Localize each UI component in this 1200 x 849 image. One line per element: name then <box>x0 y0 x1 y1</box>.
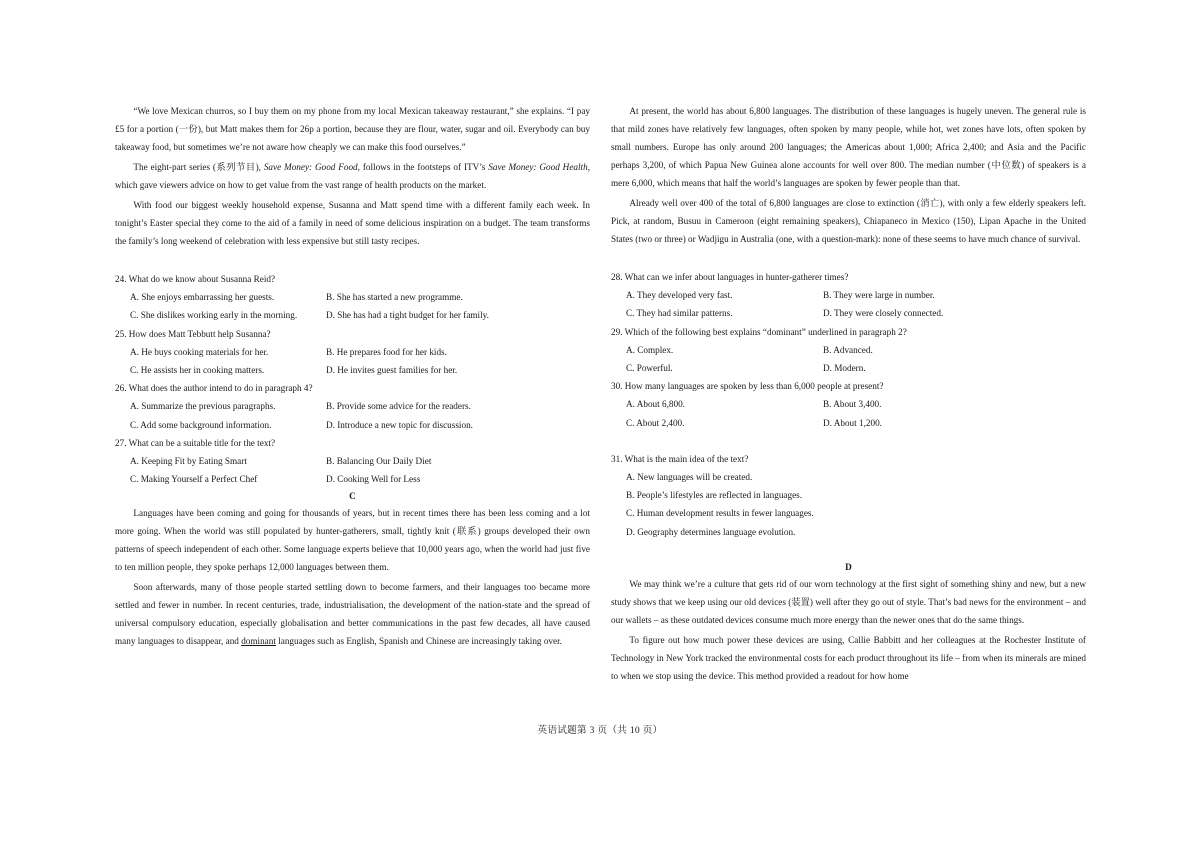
passage-b-paragraph-3: “We love Mexican churros, so I buy them on my phone from my local Mexican takeaway restaurant,” she explains. “I pay £5 for a portion (一份), but Matt makes them for 26p a portion, because they are flour, water, sugar and oil. Everybody can buy takeaway food, but sometimes we’re not aware how cheaply we can make this food ourselves.” <box>115 106 590 152</box>
text-run: The eight-part series (系列节目), <box>133 162 264 172</box>
passage-b-paragraph-5: With food our biggest weekly household expense, Susanna and Matt spend time with a different family each week. In tonight’s Easter special they come to the aid of a family in need of some delicious inspiration on a budget. The team transforms the family’s long weekend of celebration with less expensive but still tasty recipes. <box>115 200 590 246</box>
option-b: B. About 3,400. <box>823 399 882 410</box>
option-c: C. They had similar patterns. <box>626 308 733 319</box>
option-b: B. She has started a new programme. <box>326 292 463 303</box>
right-column <box>611 102 1086 687</box>
question-30 <box>611 377 1086 432</box>
passage-c-paragraph-3: At present, the world has about 6,800 languages. The distribution of these languages is hugely uneven. The general rule is that mild zones have relatively few languages, often spoken by many people, while hot, wet zones have lots, often spoken by small numbers. Europe has only around 200 languages; the Americas about 1,000; Africa 2,400; and Asia and the Pacific perhaps 3,200, of which Papua New Guinea alone accounts for well over 800. The median number (中位数) of speakers is a mere 6,000, which means that half the world’s languages are spoken by fewer people than that. <box>611 106 1086 188</box>
text-run: Soon afterwards, many of those people started settling down to become farmers, and their languages too became more settled and fewer in number. In recent centuries, trade, industrialisation, the development of the nation-state and the spread of universal compulsory education, especially globalisation and better communications in the past few decades, all have caused many languages to disappear, and <box>115 582 590 647</box>
question-stem: 24. What do we know about Susanna Reid? <box>115 274 276 284</box>
option-d: D. Geography determines language evolution. <box>626 526 796 537</box>
passage-c-paragraph-1: Languages have been coming and going for thousands of years, but in recent times there has been less coming and a lot more going. When the world was still populated by hunter-gatherers, small, tightly knit (联系) groups developed their own patterns of speech independent of each other. Some language experts believe that 10,000 years ago, when the world had just five to ten million people, they spoke perhaps 12,000 languages between them. <box>115 508 590 573</box>
option-d: D. Cooking Well for Less <box>326 474 421 485</box>
show-title-italic: Save Money: Good Health <box>488 162 588 172</box>
option-c: C. Human development results in fewer languages. <box>626 508 814 519</box>
question-27 <box>115 434 590 489</box>
option-d: D. About 1,200. <box>823 417 882 428</box>
option-d: D. He invites guest families for her. <box>326 365 458 376</box>
question-28 <box>611 268 1086 323</box>
question-stem: 26. What does the author intend to do in paragraph 4? <box>115 383 313 394</box>
option-b: B. Provide some advice for the readers. <box>326 401 471 412</box>
question-31 <box>611 450 1086 541</box>
option-d: D. Introduce a new topic for discussion. <box>326 419 473 430</box>
passage-c-paragraph-4: Already well over 400 of the total of 6,800 languages are close to extinction (消亡), with only a few elderly speakers left. Pick, at random, Busuu in Cameroon (eight remaining speakers), Chiapaneco in Mexico (150), Lipan Apache in the United States (two or three) or Wadjigu in Australia (one, with a question-mark): none of these seems to have much chance of survival. <box>611 198 1086 244</box>
spacer <box>611 250 1086 268</box>
option-d: D. She has had a tight budget for her family. <box>326 310 489 321</box>
text-run: languages such as English, Spanish and Chinese are increasingly taking over. <box>275 636 562 647</box>
question-stem: 29. Which of the following best explains “dominant” underlined in paragraph 2? <box>611 326 907 337</box>
option-c: C. Powerful. <box>626 363 673 374</box>
section-heading-d: D <box>845 561 852 572</box>
option-c: C. Add some background information. <box>130 419 272 430</box>
question-24 <box>115 270 590 325</box>
option-a: A. New languages will be created. <box>626 472 753 483</box>
text-run: , which gave viewers advice on how to get value from the vast range of health products on the market. <box>115 162 590 190</box>
question-stem: 28. What can we infer about languages in hunter-gatherer times? <box>611 272 849 282</box>
option-a: A. She enjoys embarrassing her guests. <box>130 292 275 303</box>
option-a: A. He buys cooking materials for her. <box>130 346 269 357</box>
spacer <box>611 432 1086 450</box>
question-29 <box>611 323 1086 378</box>
section-heading-c: C <box>349 491 356 502</box>
question-25 <box>115 325 590 380</box>
option-c: C. Making Yourself a Perfect Chef <box>130 474 258 485</box>
spacer <box>611 541 1086 559</box>
passage-d-paragraph-2: To figure out how much power these devices are using, Callie Babbitt and her colleagues at the Rochester Institute of Technology in New York tracked the environmental costs for each product throughout its life – from when its minerals are mined to when we stop using the device. This method provided a readout for how home <box>611 634 1086 681</box>
option-a: A. Summarize the previous paragraphs. <box>130 401 276 412</box>
option-a: A. Complex. <box>626 344 674 355</box>
show-title-italic: Save Money: Good Food <box>263 162 358 172</box>
question-stem: 30. How many languages are spoken by less than 6,000 people at present? <box>611 381 884 392</box>
option-d: D. Modern. <box>823 363 866 374</box>
text-run: , follows in the footsteps of ITV’s <box>357 162 489 172</box>
question-stem: 27. What can be a suitable title for the text? <box>115 437 276 448</box>
option-a: A. They developed very fast. <box>626 290 733 301</box>
left-column <box>115 102 590 652</box>
passage-c-paragraph-2 <box>115 578 590 650</box>
option-a: A. Keeping Fit by Eating Smart <box>130 456 247 467</box>
option-b: B. They were large in number. <box>823 290 935 301</box>
option-b: B. Balancing Our Daily Diet <box>326 456 432 467</box>
question-26 <box>115 379 590 434</box>
question-stem: 31. What is the main idea of the text? <box>611 453 749 464</box>
option-d: D. They were closely connected. <box>823 308 944 319</box>
passage-b-paragraph-4 <box>115 158 590 194</box>
option-b: B. People’s lifestyles are reflected in languages. <box>626 490 803 501</box>
option-c: C. He assists her in cooking matters. <box>130 365 265 376</box>
passage-d-paragraph-1: We may think we’re a culture that gets rid of our worn technology at the first sight of something shiny and new, but a new study shows that we keep using our old devices (装置) well after they go out of style. That’s bad news for the environment – and our wallets – as these outdated devices consume much more energy than the newer ones that do the same things. <box>611 578 1086 625</box>
page-footer: 英语试题第 3 页（共 10 页） <box>537 725 663 736</box>
underlined-word-dominant: dominant <box>241 636 276 647</box>
spacer <box>115 252 590 270</box>
option-b: B. Advanced. <box>823 344 873 355</box>
option-c: C. She dislikes working early in the morning. <box>130 310 298 321</box>
option-b: B. He prepares food for her kids. <box>326 346 447 357</box>
option-a: A. About 6,800. <box>626 399 685 410</box>
option-c: C. About 2,400. <box>626 417 685 428</box>
question-stem: 25. How does Matt Tebbutt help Susanna? <box>115 328 271 339</box>
